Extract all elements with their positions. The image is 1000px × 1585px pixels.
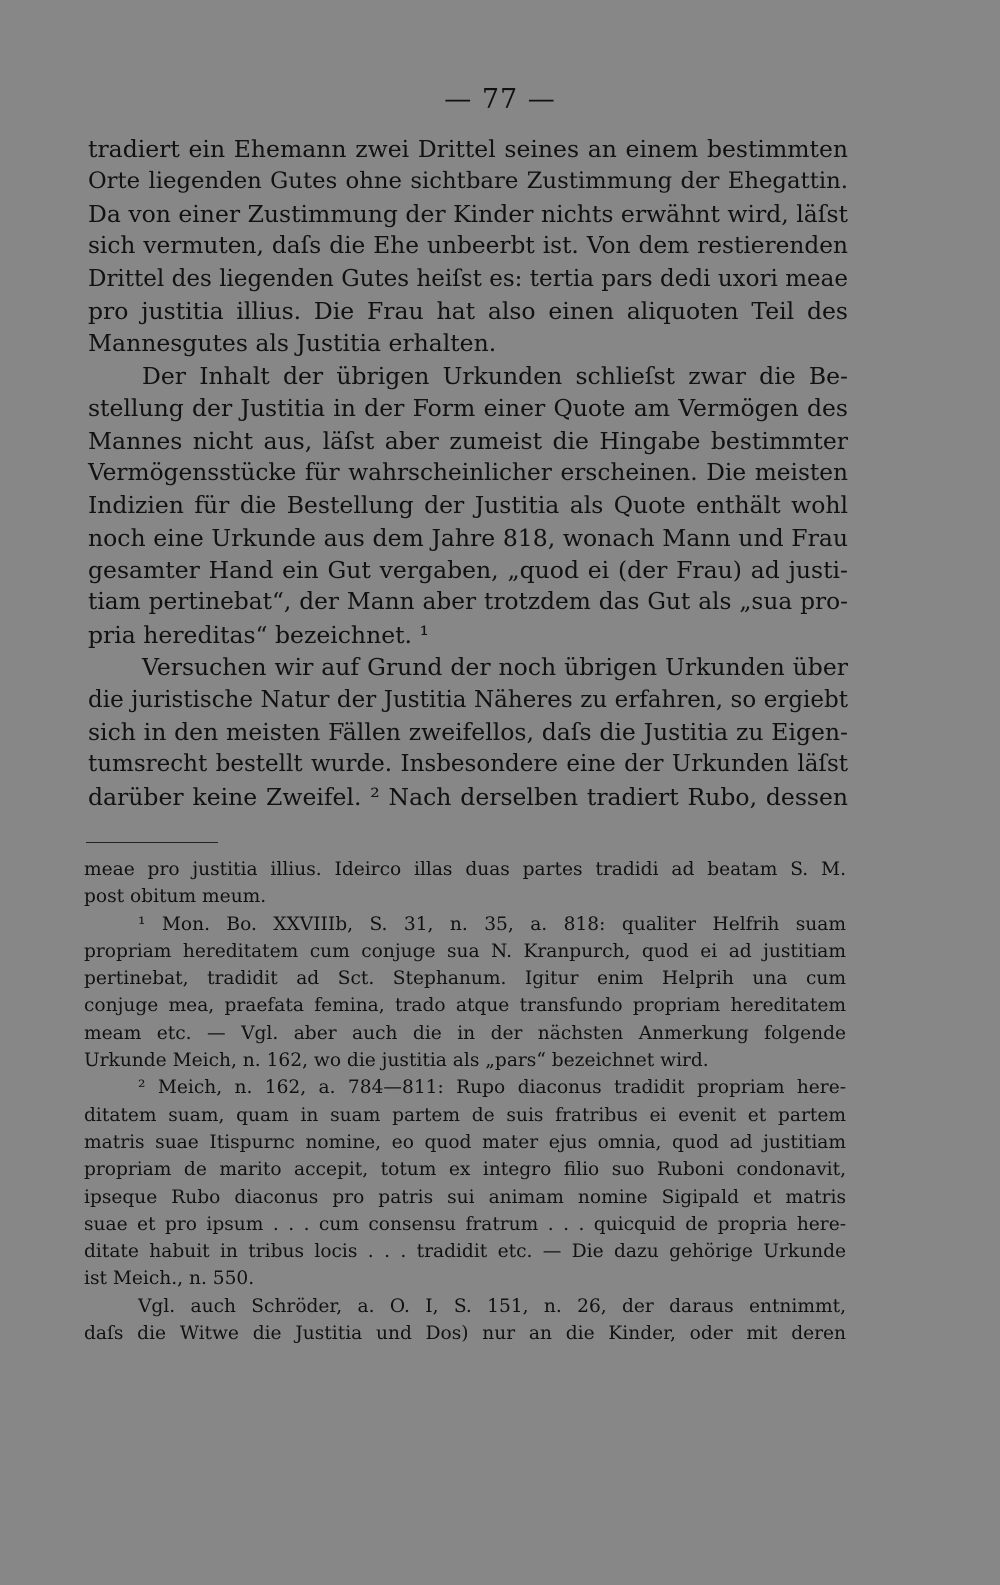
footnote-line: matris suae Itispurnc nomine, eo quod mater ejus omnia, quod ad justitiam [84,1131,846,1153]
text-line: Mannes nicht aus, läſst aber zumeist die Hingabe bestimmter [88,426,848,455]
footnote-line: conjuge mea, praefata femina, trado atque transfundo propriam hereditatem [84,995,846,1017]
text-line: tumsrecht bestellt wurde. Insbesondere eine der Urkunden läſst [88,751,848,778]
footnote-line: propriam de marito accepit, totum ex integro filio suo Ruboni condonavit, [84,1159,846,1181]
page-number: — 77 — [444,84,556,115]
footnote-line: Vgl. auch Schröder, a. O. I, S. 151, n. 26, der daraus entnimmt, [138,1295,846,1317]
text-line: die juristische Natur der Justitia Näheres zu erfahren, so ergiebt [88,686,848,713]
text-line: pria hereditas“ bezeichnet. ¹ [88,620,429,649]
text-line: stellung der Justitia in der Form einer Quote am Vermögen des [88,394,848,423]
footnote-line: meam etc. — Vgl. aber auch die in der nächsten Anmerkung folgende [84,1022,846,1044]
text-line: Orte liegenden Gutes ohne sichtbare Zustimmung der Ehegattin. [88,168,848,195]
text-line: sich in den meisten Fällen zweifellos, daſs die Justitia zu Eigen- [88,718,848,747]
footnote-line: ² Meich, n. 162, a. 784—811: Rupo diaconus tradidit propriam here- [138,1077,846,1099]
footnote-line: Urkunde Meich, n. 162, wo die justitia als „pars“ bezeichnet wird. [84,1050,709,1072]
footnote-line: meae pro justitia illius. Ideirco illas duas partes tradidi ad beatam S. M. [84,859,846,880]
footnotes [84,856,846,1347]
main-text [88,133,848,813]
footnote-line: suae et pro ipsum . . . cum consensu fratrum . . . quicquid de propria here- [84,1213,846,1235]
text-line: noch eine Urkunde aus dem Jahre 818, wonach Mann und Frau [88,523,848,552]
footnote-divider [86,842,218,843]
text-line: Versuchen wir auf Grund der noch übrigen Urkunden über [142,653,848,682]
text-line: pro justitia illius. Die Frau hat also einen aliquoten Teil des [88,296,848,325]
text-line: Mannesgutes als Justitia erhalten. [88,329,497,358]
text-line: Der Inhalt der übrigen Urkunden schlieſst zwar die Be- [142,361,848,390]
text-line: Da von einer Zustimmung der Kinder nichts erwähnt wird, läſst [88,199,848,228]
text-line: gesamter Hand ein Gut vergaben, „quod ei (der Frau) ad justi- [88,556,848,585]
footnote-line: propriam hereditatem cum conjuge sua N. Kranpurch, quod ei ad justitiam [84,940,846,962]
footnote-line: daſs die Witwe die Justitia und Dos) nur an die Kinder, oder mit deren [84,1323,846,1345]
footnote-line: pertinebat, tradidit ad Sct. Stephanum. Igitur enim Helprih una cum [84,968,846,990]
footnote-line: ¹ Mon. Bo. XXVIIIb, S. 31, n. 35, a. 818: qualiter Helfrih suam [138,913,846,935]
footnote-line: ipseque Rubo diaconus pro patris sui animam nomine Sigipald et matris [84,1186,846,1208]
text-line: Vermögensstücke für wahrscheinlicher erscheinen. Die meisten [88,458,848,486]
footnote-line: ist Meich., n. 550. [84,1268,255,1290]
footnote-line: post obitum meum. [84,886,267,908]
text-line: tradiert ein Ehemann zwei Drittel seines an einem bestimmten [88,135,848,163]
text-line: tiam pertinebat“, der Mann aber trotzdem das Gut als „sua pro- [88,588,848,616]
text-line: Indizien für die Bestellung der Justitia als Quote enthält wohl [88,491,848,520]
footnote-line: ditatem suam, quam in suam partem de suis fratribus ei evenit et partem [84,1104,846,1126]
footnote-line: ditate habuit in tribus locis . . . tradidit etc. — Die dazu gehörige Urkunde [84,1241,846,1263]
text-line: darüber keine Zweifel. ² Nach derselben tradiert Rubo, dessen [88,782,848,811]
text-line: Drittel des liegenden Gutes heiſst es: tertia pars dedi uxori meae [88,265,848,292]
text-line: sich vermuten, daſs die Ehe unbeerbt ist. Von dem restierenden [88,232,848,260]
